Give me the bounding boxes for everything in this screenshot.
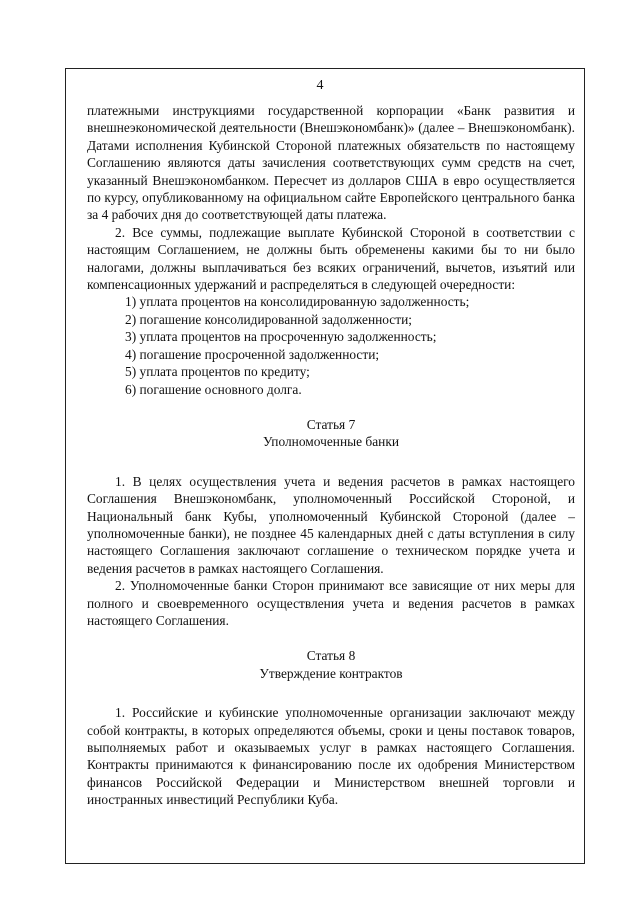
article-7-paragraph-2: 2. Уполномоченные банки Сторон принимают все зависящие от них меры для полного и своевременного осуществления учета и ведения расчетов в рамках настоящего Соглашения. [87,578,575,628]
list-item: 3) уплата процентов на просроченную задолженность; [125,329,437,345]
article-8-number: Статья 8 [306,648,356,664]
list-item: 2) погашение консолидированной задолженности; [125,311,412,327]
spacer [87,451,575,473]
spacer [87,398,575,416]
list-item: 1) уплата процентов на консолидированную задолженность; [125,294,470,310]
article-7-paragraph-1: 1. В целях осуществления учета и ведения расчетов в рамках настоящего Соглашения Внешэкономбанк, уполномоченный Российской Стороной, и Национальный банк Кубы, уполномоченный Кубинской Стороной (далее – уполномоченные банки), не позднее 45 календарных дней с даты вступления в силу настоящего Соглашения заключают соглашение о техническом порядке учета и ведения расчетов в рамках настоящего Соглашения. [87,473,575,576]
article-8-paragraph-1: 1. Российские и кубинские уполномоченные организации заключают между собой контракты, в которых определяются объемы, сроки и цены поставок товаров, выполняемых работ и оказываемых услуг в рамках настоящего Соглашения. Контракты принимаются к финансированию после их одобрения Министерством финансов Российской Федерации и Министерством внешней торговли и иностранных инвестиций Республики Куба. [87,705,575,808]
spacer [87,629,575,647]
article-8-title: Утверждение контрактов [259,665,403,681]
page-number: 4 [316,78,324,93]
spacer [87,682,575,704]
list-item: 5) уплата процентов по кредиту; [125,364,310,380]
continuation-paragraph: платежными инструкциями государственной корпорации «Банк развития и внешнеэкономической деятельности (Внешэкономбанк)» (далее – Внешэкономбанк). Датами исполнения Кубинской Стороной платежных обязательств по настоящему Соглашению являются даты зачисления соответствующих сумм средств на счет, указанный Внешэкономбанком. Пересчет из долларов США в евро осуществляется по курсу, опубликованному на официальном сайте Европейского центрального банка за 4 рабочих дня до соответствующей даты платежа. [87,103,575,223]
document-body [87,102,575,809]
list-item: 6) погашение основного долга. [125,381,302,397]
clause-2-paragraph: 2. Все суммы, подлежащие выплате Кубинской Стороной в соответствии с настоящим Соглашением, не должны быть обременены какими бы то ни было налогами, должны выплачиваться без всяких ограничений, вычетов, изъятий или компенсационных удержаний и распределяться в следующей очередности: [87,224,575,293]
article-7-title: Уполномоченные банки [263,434,399,450]
payment-order-list [87,293,575,397]
list-item: 4) погашение просроченной задолженности; [125,346,380,362]
article-7-number: Статья 7 [306,416,356,432]
